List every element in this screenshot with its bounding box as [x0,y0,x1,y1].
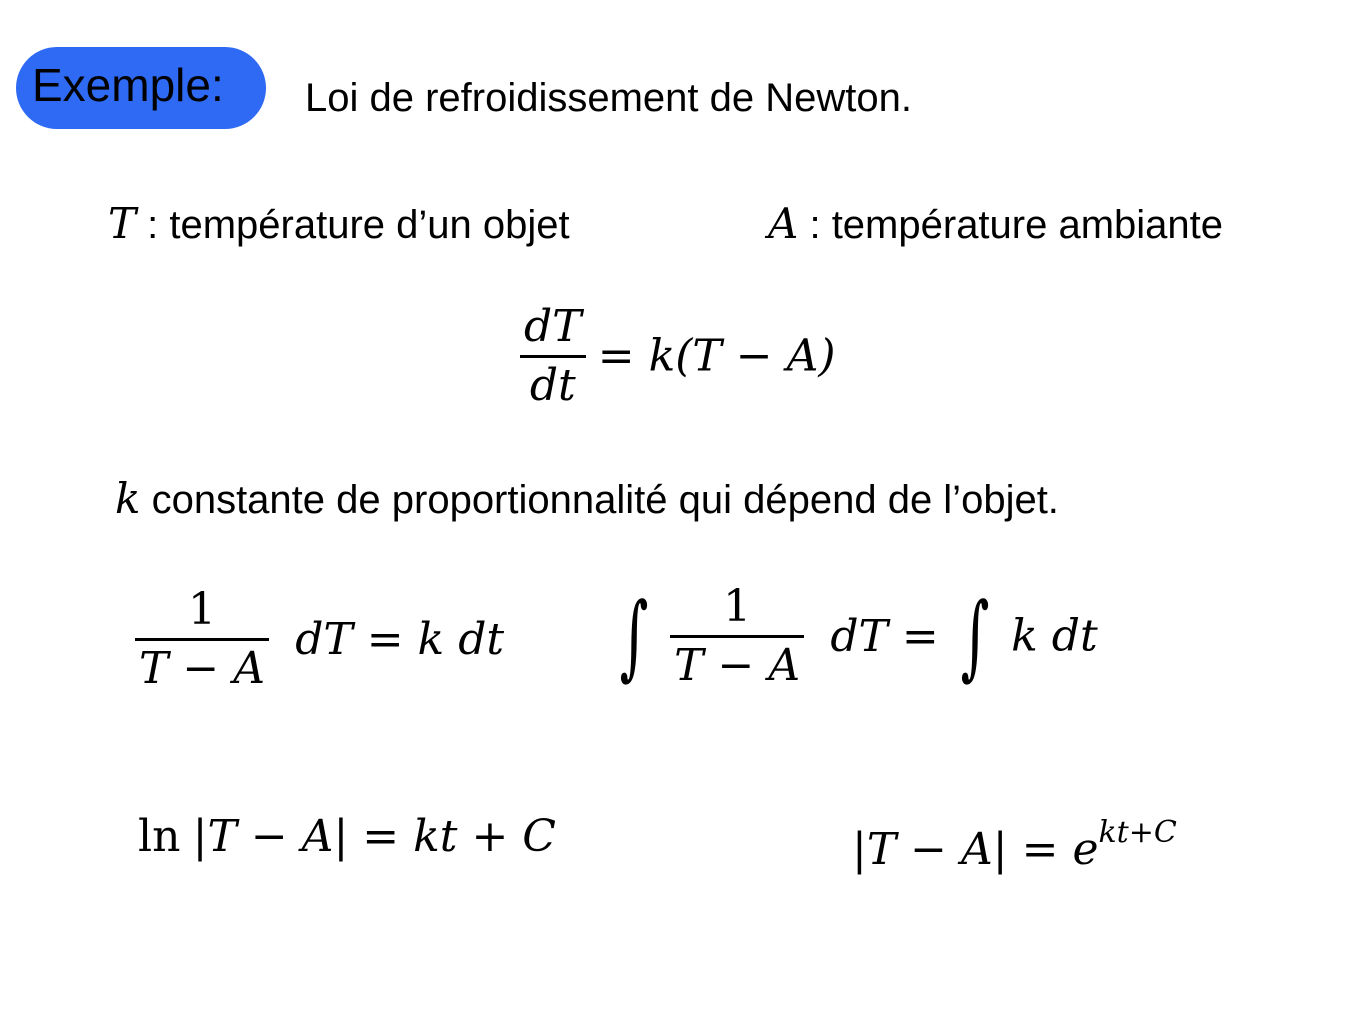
k-definition-text: constante de proportionnalité qui dépend de l’objet. [151,478,1059,522]
equation-integrated-rhs: k dt [1011,610,1098,662]
A-symbol: A [768,199,799,248]
fraction-denominator: T − A [135,638,269,691]
T-symbol: T [108,199,137,248]
fraction-1-over-T-minus-A [670,581,804,691]
equation-log-rest: |T − A| = kt + C [192,811,556,862]
equation-integrated-mid: dT = [830,610,939,662]
T-definition-text: : température d’un objet [147,203,570,247]
equation-exp-lhs: |T − A| = e [852,824,1099,875]
k-symbol: k [115,474,141,523]
integral-sign: ∫ [619,582,649,690]
fraction-numerator: 1 [187,584,216,635]
definition-A [768,199,1224,248]
fraction-numerator: dT [524,301,582,352]
integral-sign: ∫ [960,582,990,690]
fraction-denominator: dt [520,355,586,408]
A-definition-text: : température ambiante [809,203,1224,247]
fraction-1-over-T-minus-A [135,584,269,694]
fraction-denominator: T − A [670,635,804,688]
equation-main [520,301,836,411]
fraction-numerator: 1 [723,581,752,632]
fraction-dT-dt [520,301,586,411]
equation-separated-rhs: dT = k dt [295,613,505,665]
definition-k [115,474,1059,523]
ln-operator: ln [138,811,181,862]
equation-separated [135,584,505,694]
example-badge-label: Exemple: [32,59,224,111]
page-title: Loi de refroidissement de Newton. [305,76,912,120]
equation-exp-exponent: kt+C [1098,815,1177,850]
definition-T [108,199,570,248]
equation-main-rhs: = k(T − A) [597,330,836,382]
equation-log-form [138,811,556,862]
equation-exp-form [852,815,1177,875]
equation-integrated [610,581,1098,691]
